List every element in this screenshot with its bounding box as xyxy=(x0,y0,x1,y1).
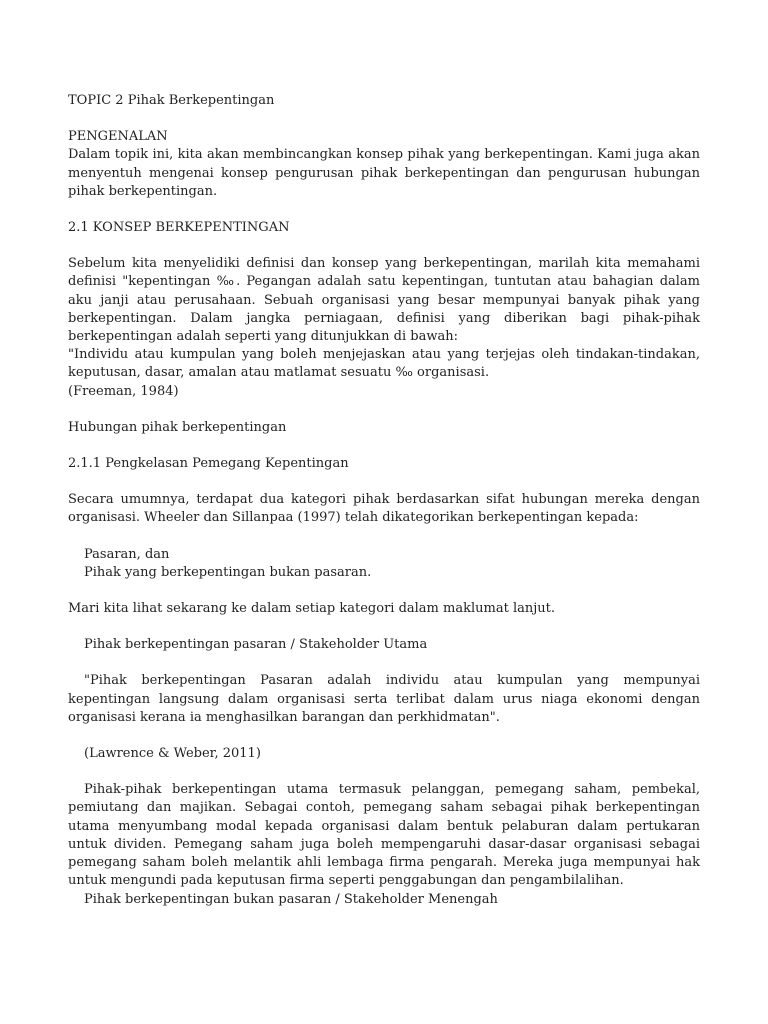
stakeholder-utama-heading: Pihak berkepentingan pasaran / Stakeholder Utama xyxy=(84,637,428,653)
section-2-1-heading: 2.1 KONSEP BERKEPENTINGAN xyxy=(68,220,290,236)
definisi-paragraph: Sebelum kita menyelidiki definisi dan konsep yang berkepentingan, marilah kita memahami definisi "kepentingan ‰. Pegangan adalah satu kepentingan, tuntutan atau bahagian dalam aku janji atau perusahaan. Sebuah organisasi yang besar mempunyai banyak pihak yang berkepentingan. Dalam jangka perniagaan, definisi yang diberikan bagi pihak-pihak berkepentingan adalah seperti yang ditunjukkan di bawah: xyxy=(68,256,700,345)
freeman-quote: "Individu atau kumpulan yang boleh menjejaskan atau yang terjejas oleh tindakan-tindakan, keputusan, dasar, amalan atau matlamat sesuatu ‰ organisasi. xyxy=(68,347,700,381)
topic-title: TOPIC 2 Pihak Berkepentingan xyxy=(68,93,275,108)
pasaran-quote: "Pihak berkepentingan Pasaran adalah individu atau kumpulan yang mempunyai kepentingan langsung dalam organisasi serta terlibat dalam urus niaga ekonomi dengan organisasi kerana ia menghasilkan barangan dan perkhidmatan". xyxy=(68,673,700,725)
stakeholder-menengah-heading: Pihak berkepentingan bukan pasaran / Stakeholder Menengah xyxy=(84,891,498,907)
utama-paragraph: Pihak-pihak berkepentingan utama termasuk pelanggan, pemegang saham, pembekal, pemiutang dan majikan. Sebagai contoh, pemegang saham sebagai pihak berkepentingan utama menyumbang modal kepada organisasi dalam bentuk pelaburan dalam pertukaran untuk dividen. Pemegang saham juga boleh mempengaruhi dasar-dasar organisasi sebagai pemegang saham boleh melantik ahli lembaga firma pengarah. Mereka juga mempunyai hak untuk mengundi pada keputusan firma seperti penggabungan dan pengambilalihan. xyxy=(68,782,700,889)
hubungan-heading: Hubungan pihak berkepentingan xyxy=(68,419,287,435)
list-item: Pihak yang berkepentingan bukan pasaran. xyxy=(84,564,372,580)
lawrence-citation: (Lawrence & Weber, 2011) xyxy=(84,746,261,762)
pengenalan-paragraph: Dalam topik ini, kita akan membincangkan konsep pihak yang berkepentingan. Kami juga akan menyentuh mengenai konsep pengurusan pihak berkepentingan dan pengurusan hubungan pihak berkepentingan. xyxy=(68,147,700,199)
document-page xyxy=(68,92,700,909)
pengenalan-heading: PENGENALAN xyxy=(68,129,168,145)
section-2-1-1-heading: 2.1.1 Pengkelasan Pemegang Kepentingan xyxy=(68,456,349,472)
kategori-paragraph: Secara umumnya, terdapat dua kategori pihak berdasarkan sifat hubungan mereka dengan organisasi. Wheeler dan Sillanpaa (1997) telah dikategorikan berkepentingan kepada: xyxy=(68,492,700,526)
list-item: Pasaran, dan xyxy=(84,546,170,562)
freeman-citation: (Freeman, 1984) xyxy=(68,383,179,399)
lihat-paragraph: Mari kita lihat sekarang ke dalam setiap kategori dalam maklumat lanjut. xyxy=(68,601,555,617)
